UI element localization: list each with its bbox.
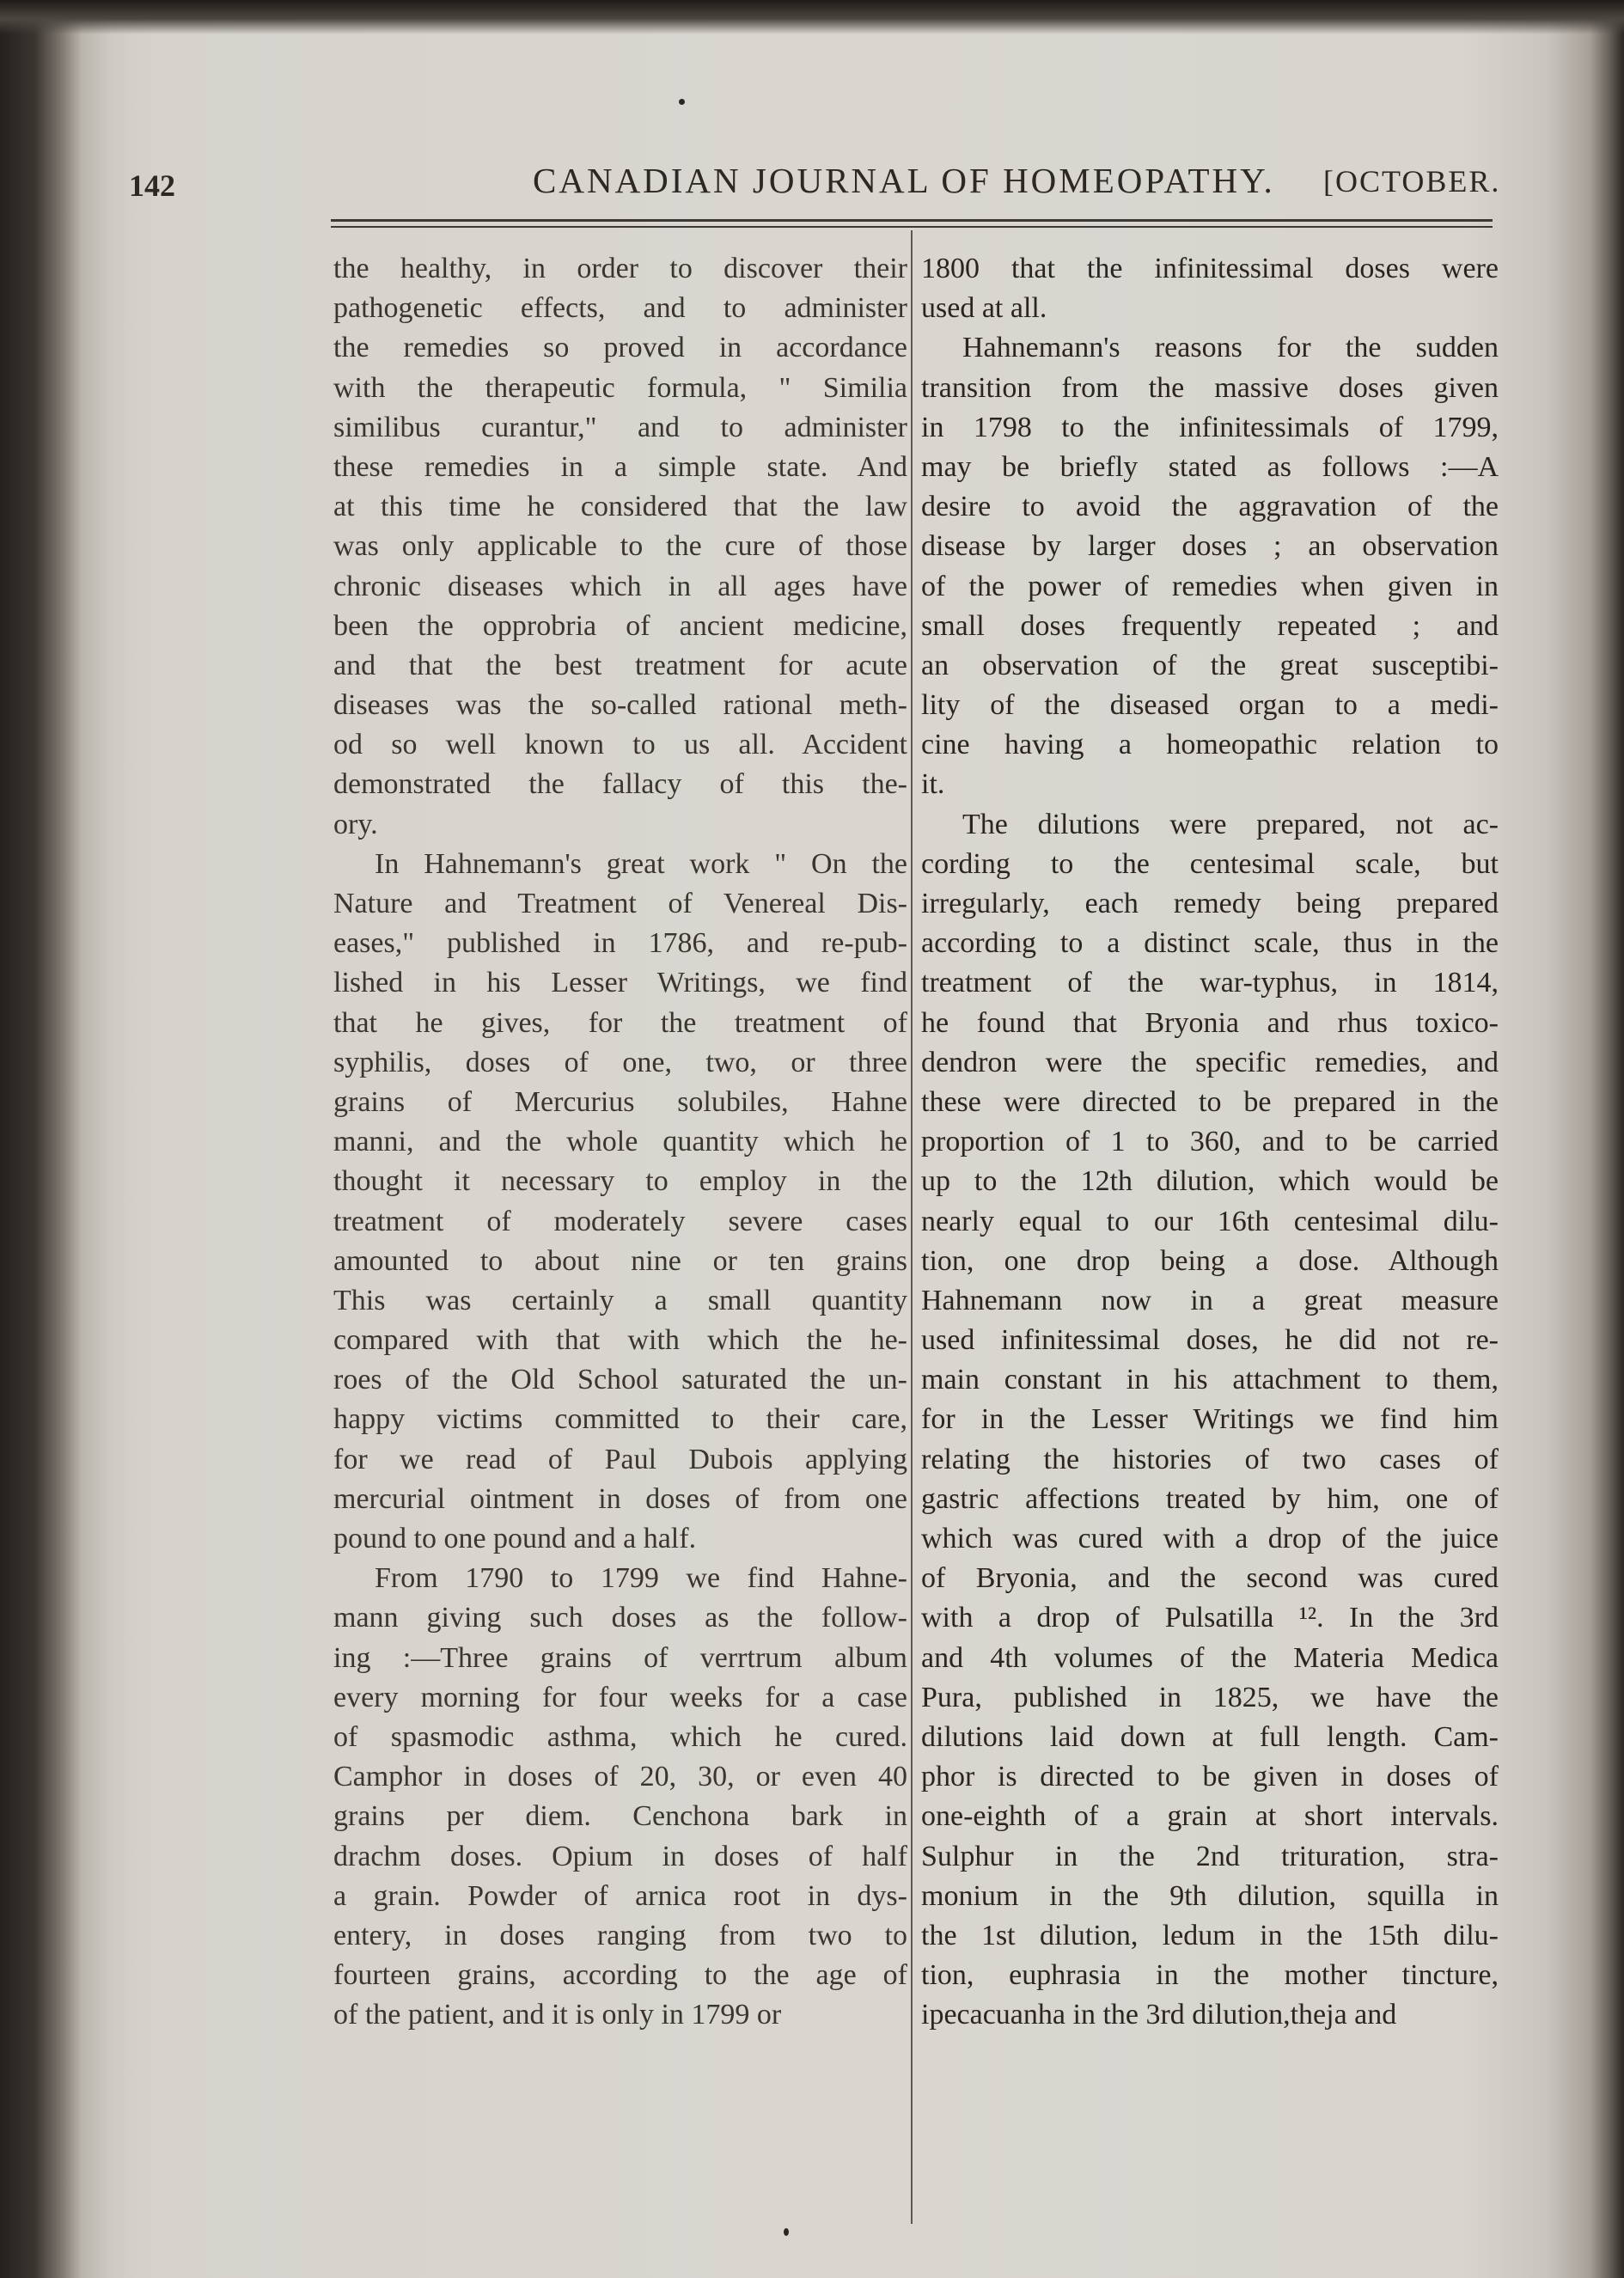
text-line: chronic diseases which in all ages have	[333, 570, 907, 602]
text-line: dendron were the specific remedies, and	[921, 1046, 1499, 1078]
text-line: drachm doses. Opium in doses of half	[333, 1840, 907, 1872]
text-line: syphilis, doses of one, two, or three	[333, 1046, 907, 1078]
journal-title: CANADIAN JOURNAL OF HOMEOPATHY.	[533, 161, 1275, 200]
text-line: it.	[921, 768, 945, 801]
text-line: may be briefly stated as follows :—A	[921, 450, 1499, 483]
text-line: desire to avoid the aggravation of the	[921, 491, 1499, 523]
text-line: The dilutions were prepared, not ac-	[962, 808, 1499, 840]
text-line: a grain. Powder of arnica root in dys-	[333, 1879, 907, 1912]
text-line: the 1st dilution, ledum in the 15th dilu-	[921, 1919, 1499, 1951]
text-line: the healthy, in order to discover their	[333, 253, 907, 284]
text-line: Pura, published in 1825, we have the	[921, 1681, 1499, 1713]
text-line: ory.	[333, 808, 378, 840]
text-line: of Bryonia, and the second was cured	[921, 1562, 1499, 1595]
text-line: compared with that with which the he-	[333, 1324, 907, 1357]
text-line: the remedies so proved in accordance	[333, 332, 907, 364]
text-line: cording to the centesimal scale, but	[921, 847, 1499, 880]
text-line: Sulphur in the 2nd trituration, stra-	[921, 1840, 1499, 1872]
issue-month: [OCTOBER.	[1323, 164, 1501, 198]
text-line: demonstrated the fallacy of this the-	[333, 768, 907, 801]
right-column	[921, 249, 1499, 2035]
text-line: of spasmodic asthma, which he cured.	[333, 1720, 907, 1753]
text-line: which was cured with a drop of the juice	[921, 1523, 1499, 1554]
text-line: lished in his Lesser Writings, we find	[333, 967, 907, 999]
text-line: monium in the 9th dilution, squilla in	[921, 1879, 1499, 1912]
text-line: From 1790 to 1799 we find Hahne-	[375, 1562, 907, 1595]
text-line: ing :—Three grains of verrtrum album	[333, 1641, 907, 1674]
text-line: In Hahnemann's great work " On the	[375, 847, 907, 880]
text-line: nearly equal to our 16th centesimal dilu-	[921, 1205, 1499, 1237]
text-line: treatment of moderately severe cases	[333, 1205, 907, 1237]
text-line: according to a distinct scale, thus in the	[921, 927, 1499, 960]
text-line: lity of the diseased organ to a medi-	[921, 689, 1499, 722]
left-column	[333, 249, 907, 2035]
text-line: grains per diem. Cenchona bark in	[333, 1800, 907, 1833]
text-line: similibus curantur," and to administer	[333, 411, 907, 443]
header-rule-thick	[331, 219, 1493, 222]
column-divider	[911, 230, 913, 2224]
speck-mark	[784, 2228, 789, 2236]
text-line: mercurial ointment in doses of from one	[333, 1482, 907, 1515]
text-line: and that the best treatment for acute	[333, 649, 907, 681]
text-line: transition from the massive doses given	[921, 371, 1499, 404]
book-edge-shadow	[0, 0, 1624, 34]
text-line: cine having a homeopathic relation to	[921, 729, 1499, 761]
text-line: disease by larger doses ; an observation	[921, 530, 1499, 563]
text-line: Hahnemann now in a great measure	[921, 1284, 1499, 1316]
text-line: happy victims committed to their care,	[333, 1403, 907, 1436]
text-line: gastric affections treated by him, one of	[921, 1482, 1499, 1515]
text-line: these remedies in a simple state. And	[333, 450, 907, 483]
text-line: grains of Mercurius solubiles, Hahne	[333, 1085, 907, 1118]
text-line: entery, in doses ranging from two to	[333, 1919, 907, 1951]
text-line: Camphor in doses of 20, 30, or even 40	[333, 1761, 907, 1793]
text-line: thought it necessary to employ in the	[333, 1165, 907, 1198]
text-line: every morning for four weeks for a case	[333, 1681, 907, 1713]
text-line: phor is directed to be given in doses of	[921, 1761, 1499, 1793]
text-line: main constant in his attachment to them,	[921, 1364, 1499, 1396]
text-line: ipecacuanha in the 3rd dilution,theja and	[921, 1999, 1397, 2031]
text-line: fourteen grains, according to the age of	[333, 1959, 907, 1992]
text-line: and 4th volumes of the Materia Medica	[921, 1641, 1499, 1674]
text-line: used infinitessimal doses, he did not re-	[921, 1324, 1499, 1357]
text-line: 1800 that the infinitessimal doses were	[921, 253, 1499, 284]
text-line: pound to one pound and a half.	[333, 1523, 697, 1554]
text-line: mann giving such doses as the follow-	[333, 1602, 907, 1634]
text-line: treatment of the war-typhus, in 1814,	[921, 967, 1499, 999]
text-line: he found that Bryonia and rhus toxico-	[921, 1006, 1499, 1039]
text-line: irregularly, each remedy being prepared	[921, 888, 1499, 919]
text-line: small doses frequently repeated ; and	[921, 609, 1499, 642]
text-line: relating the histories of two cases of	[921, 1443, 1499, 1475]
text-line: up to the 12th dilution, which would be	[921, 1165, 1499, 1198]
text-line: been the opprobria of ancient medicine,	[333, 609, 907, 642]
page-number: 142	[129, 168, 175, 203]
text-line: pathogenetic effects, and to administer	[333, 292, 907, 325]
text-line: proportion of 1 to 360, and to be carried	[921, 1126, 1499, 1158]
text-line: of the power of remedies when given in	[921, 570, 1499, 602]
text-line: at this time he considered that the law	[333, 491, 907, 523]
text-line: with a drop of Pulsatilla ¹². In the 3rd	[921, 1602, 1499, 1634]
text-line: was only applicable to the cure of those	[333, 530, 907, 563]
text-line: manni, and the whole quantity which he	[333, 1126, 907, 1158]
text-line: amounted to about nine or ten grains	[333, 1244, 907, 1277]
text-line: Nature and Treatment of Venereal Dis-	[333, 888, 907, 919]
text-line: eases," published in 1786, and re-pub-	[333, 927, 907, 960]
text-line: for in the Lesser Writings we find him	[921, 1403, 1499, 1436]
text-line: diseases was the so-called rational meth-	[333, 689, 907, 722]
text-line: used at all.	[921, 292, 1047, 325]
text-line: an observation of the great susceptibi-	[921, 649, 1499, 681]
text-line: tion, euphrasia in the mother tincture,	[921, 1959, 1499, 1992]
header-rule-thin	[331, 226, 1493, 228]
text-line: in 1798 to the infinitessimals of 1799,	[921, 411, 1499, 443]
text-line: dilutions laid down at full length. Cam-	[921, 1720, 1499, 1753]
text-line: od so well known to us all. Accident	[333, 729, 907, 761]
text-line: tion, one drop being a dose. Although	[921, 1244, 1499, 1277]
text-line: that he gives, for the treatment of	[333, 1006, 907, 1039]
text-line: of the patient, and it is only in 1799 or	[333, 1999, 782, 2031]
text-line: This was certainly a small quantity	[333, 1284, 907, 1316]
speck-mark	[679, 99, 685, 105]
text-line: roes of the Old School saturated the un-	[333, 1364, 907, 1396]
text-line: with the therapeutic formula, " Similia	[333, 371, 907, 404]
text-line: Hahnemann's reasons for the sudden	[962, 332, 1499, 364]
text-line: one-eighth of a grain at short intervals.	[921, 1800, 1499, 1833]
text-line: for we read of Paul Dubois applying	[333, 1443, 907, 1475]
text-line: these were directed to be prepared in the	[921, 1085, 1499, 1118]
